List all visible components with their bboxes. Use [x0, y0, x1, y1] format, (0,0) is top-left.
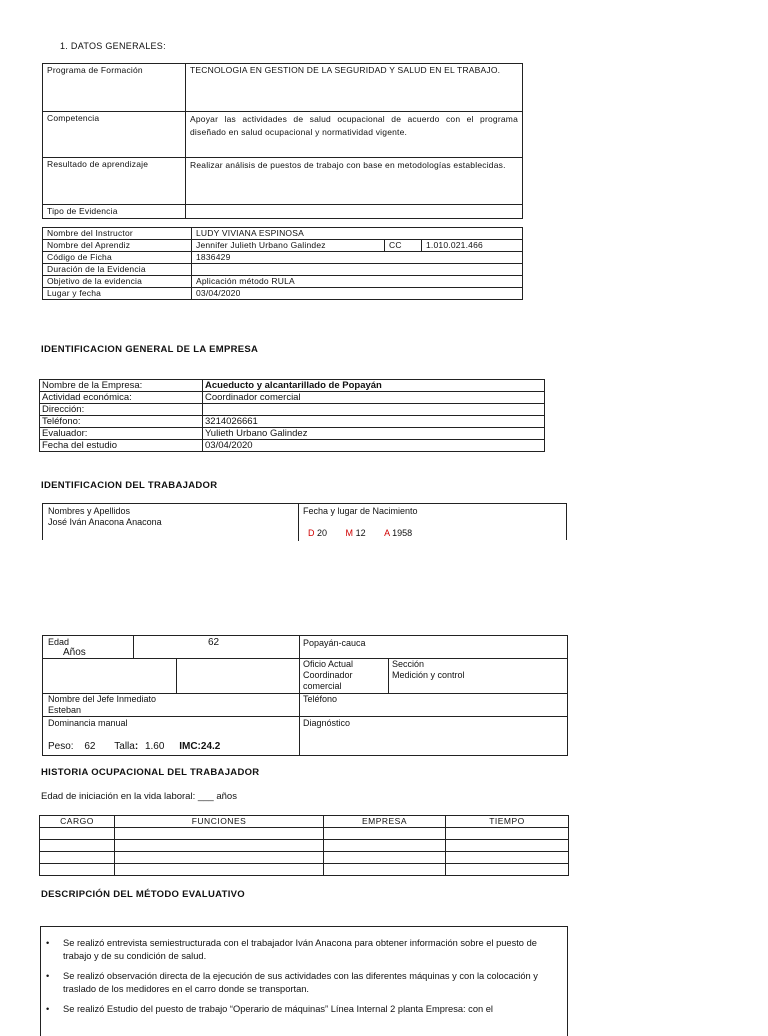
peso-label: Peso: — [48, 741, 74, 752]
value-tipo-evidencia — [186, 205, 523, 219]
table-row — [40, 852, 569, 864]
value-objetivo: Aplicación método RULA — [192, 276, 523, 288]
trabajador-box — [42, 503, 567, 540]
table-row — [40, 440, 545, 452]
col-cargo: CARGO — [40, 816, 115, 828]
label-programa: Programa de Formación — [43, 64, 186, 112]
seccion-label: Sección — [392, 659, 425, 669]
bullet-text: Se realizó Estudio del puesto de trabajo “Operario de máquinas” Línea Internal 2 planta Empresa: con el — [63, 1004, 493, 1014]
list-item: • Se realizó entrevista semiestructurada con el trabajador Iván Anacona para obtener información sobre el puesto de trabajo y de su condición de salud. — [46, 938, 537, 961]
oficio-label: Oficio Actual — [303, 659, 354, 669]
dia-value: 20 — [317, 528, 328, 538]
value-fecha-estudio: 03/04/2020 — [203, 440, 545, 452]
peso-value: 62 — [84, 741, 96, 752]
nombres-value: José Iván Anacona Anacona — [48, 517, 162, 527]
label-competencia: Competencia — [43, 112, 186, 158]
value-aprendiz: Jennifer Julieth Urbano Galindez — [192, 240, 385, 252]
value-instructor: LUDY VIVIANA ESPINOSA — [192, 228, 523, 240]
lugar-nacimiento: Popayán-cauca — [303, 638, 366, 648]
table-row — [43, 240, 523, 252]
bullet-text: Se realizó entrevista semiestructurada con el trabajador Iván Anacona para obtener información sobre el puesto de trabajo y de su condición de salud. — [63, 938, 537, 961]
table-row — [40, 392, 545, 404]
detalle-box — [42, 635, 568, 756]
col-funciones: FUNCIONES — [115, 816, 324, 828]
table-row — [43, 264, 523, 276]
table-row — [40, 380, 545, 392]
imc-value: IMC:24.2 — [179, 741, 221, 752]
table-row — [40, 840, 569, 852]
oficio-value: Coordinador comercial — [303, 670, 353, 691]
edad-label: Edad — [48, 637, 70, 647]
mes-label: M — [345, 528, 354, 538]
value-duracion — [192, 264, 523, 276]
list-item: • Se realizó Estudio del puesto de trabajo “Operario de máquinas” Línea Internal 2 planta Empresa: con el — [46, 1004, 493, 1014]
label-telefono: Teléfono: — [40, 416, 203, 428]
edad-value: 62 — [208, 637, 220, 648]
table-row — [43, 158, 523, 205]
table-row — [40, 428, 545, 440]
table-row — [43, 252, 523, 264]
peso-talla-row: Peso: 62 Talla: 1.60 IMC:24.2 — [48, 741, 221, 752]
label-lugar-fecha: Lugar y fecha — [43, 288, 192, 300]
table-row — [43, 112, 523, 158]
label-resultado: Resultado de aprendizaje — [43, 158, 186, 205]
table-row — [40, 404, 545, 416]
col-empresa: EMPRESA — [324, 816, 446, 828]
value-competencia: Apoyar las actividades de salud ocupacional de acuerdo con el programa diseñado en salud ocupacional y normatividad vigente. — [186, 112, 523, 158]
metodo-heading: DESCRIPCIÓN DEL MÉTODO EVALUATIVO — [41, 889, 245, 900]
value-direccion — [203, 404, 545, 416]
table-row — [43, 288, 523, 300]
col-tiempo: TIEMPO — [446, 816, 569, 828]
label-tipo-evidencia: Tipo de Evidencia — [43, 205, 186, 219]
empresa-heading: IDENTIFICACION GENERAL DE LA EMPRESA — [41, 344, 259, 355]
mes-value: 12 — [355, 528, 366, 538]
label-ficha: Código de Ficha — [43, 252, 192, 264]
label-cc: CC — [385, 240, 422, 252]
label-direccion: Dirección: — [40, 404, 203, 416]
ano-label: A — [384, 528, 390, 538]
value-telefono: 3214026661 — [203, 416, 545, 428]
metodo-box — [40, 926, 568, 1036]
value-ficha: 1836429 — [192, 252, 523, 264]
value-resultado: Realizar análisis de puestos de trabajo con base en metodologías establecidas. — [186, 158, 523, 205]
table-row — [40, 864, 569, 876]
bullet-text: Se realizó observación directa de la ejecución de sus actividades con las diferentes máquinas y con la colocación y traslado de los medidores en el carro donde se transportan. — [63, 971, 538, 994]
table-row — [43, 64, 523, 112]
label-fecha-estudio: Fecha del estudio — [40, 440, 203, 452]
dominancia-label: Dominancia manual — [48, 718, 128, 728]
jefe-label: Nombre del Jefe Inmediato — [48, 694, 157, 704]
dia-label: D — [308, 528, 315, 538]
list-item: • Se realizó observación directa de la ejecución de sus actividades con las diferentes máquinas y con la colocación y traslado de los medidores en el carro donde se transportan. — [46, 971, 538, 994]
table-row — [43, 276, 523, 288]
label-duracion: Duración de la Evidencia — [43, 264, 192, 276]
value-actividad: Coordinador comercial — [203, 392, 545, 404]
value-lugar-fecha: 03/04/2020 — [192, 288, 523, 300]
seccion-value: Medición y control — [392, 670, 465, 680]
table-row — [40, 816, 569, 828]
anos-label: Años — [63, 647, 86, 658]
instructor-table — [42, 227, 523, 300]
label-objetivo: Objetivo de la evidencia — [43, 276, 192, 288]
value-evaluador: Yulieth Urbano Galindez — [203, 428, 545, 440]
value-nombre-empresa: Acueducto y alcantarillado de Popayán — [203, 380, 545, 392]
label-aprendiz: Nombre del Aprendiz — [43, 240, 192, 252]
table-row — [40, 828, 569, 840]
ano-value: 1958 — [392, 528, 413, 538]
nacimiento-label: Fecha y lugar de Nacimiento — [303, 506, 418, 516]
edad-inicio: Edad de iniciación en la vida laboral: ___ años — [41, 791, 237, 802]
diagnostico-label: Diagnóstico — [303, 718, 351, 728]
label-evaluador: Evaluador: — [40, 428, 203, 440]
value-programa: TECNOLOGIA EN GESTION DE LA SEGURIDAD Y SALUD EN EL TRABAJO. — [186, 64, 523, 112]
datos-generales-heading: 1. DATOS GENERALES: — [60, 41, 166, 51]
nombres-label: Nombres y Apellidos — [48, 506, 131, 516]
table-row — [43, 228, 523, 240]
historia-table — [39, 815, 569, 876]
trabajador-heading: IDENTIFICACION DEL TRABAJADOR — [41, 480, 218, 491]
value-cc: 1.010.021.466 — [422, 240, 523, 252]
talla-value: 1.60 — [144, 741, 165, 752]
label-instructor: Nombre del Instructor — [43, 228, 192, 240]
jefe-value: Esteban — [48, 705, 82, 715]
talla-label: Talla — [114, 741, 135, 752]
label-nombre-empresa: Nombre de la Empresa: — [40, 380, 203, 392]
empresa-table — [39, 379, 545, 452]
historia-heading: HISTORIA OCUPACIONAL DEL TRABAJADOR — [41, 767, 260, 778]
datos-generales-table — [42, 63, 523, 219]
table-row — [43, 205, 523, 219]
fecha-nacimiento — [308, 528, 412, 538]
label-actividad: Actividad económica: — [40, 392, 203, 404]
telefono-trabajador-label: Teléfono — [303, 694, 338, 704]
table-row — [40, 416, 545, 428]
